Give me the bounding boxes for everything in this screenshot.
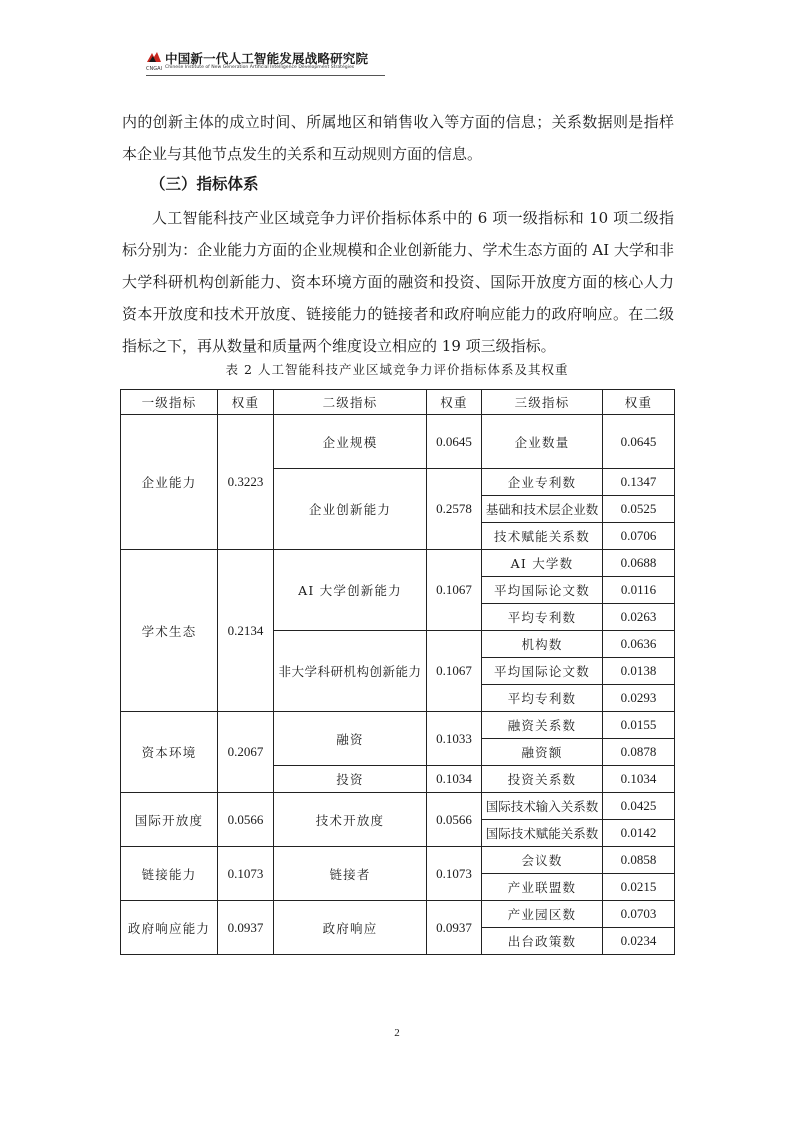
institute-subtitle: Chinese Institute of New Generation Artificial Intelligence Development Strategies [165, 65, 355, 70]
level1-cell: 政府响应能力 [121, 901, 218, 955]
paragraph-2: 人工智能科技产业区域竞争力评价指标体系中的 6 项一级指标和 10 项二级指标分别为：企业能力方面的企业规模和企业创新能力、学术生态方面的 AI 大学和非大学科研机构创新能力、资本环境方面的融资和投资、国际开放度方面的核心人力资本开放度和技术开放度、链接能力的链接者和政府响应能力的政府响应。在二级指标之下，再从数量和质量两个维度设立相应的 19 项三级指标。 [122, 209, 674, 355]
weight2-cell: 0.0937 [427, 901, 482, 955]
weight3-cell: 0.0636 [603, 631, 675, 658]
level2-cell: 非大学科研机构创新能力 [274, 631, 427, 712]
level2-cell: 投资 [274, 766, 427, 793]
page-header [146, 48, 386, 76]
weight2-cell: 0.2578 [427, 469, 482, 550]
table-row [121, 901, 675, 928]
header-level3: 三级指标 [482, 390, 603, 415]
weight1-cell: 0.0566 [218, 793, 274, 847]
level1-cell: 学术生态 [121, 550, 218, 712]
level3-cell: 投资关系数 [482, 766, 603, 793]
level2-cell: AI 大学创新能力 [274, 550, 427, 631]
level2-cell: 企业规模 [274, 415, 427, 469]
weight3-cell: 0.0878 [603, 739, 675, 766]
section-heading: （三）指标体系 [150, 175, 259, 193]
level1-cell: 国际开放度 [121, 793, 218, 847]
weight1-cell: 0.2134 [218, 550, 274, 712]
weight3-cell: 0.0858 [603, 847, 675, 874]
header-level1: 一级指标 [121, 390, 218, 415]
level2-cell: 政府响应 [274, 901, 427, 955]
table-row [121, 712, 675, 739]
weight3-cell: 0.1347 [603, 469, 675, 496]
weight3-cell: 0.0138 [603, 658, 675, 685]
level3-cell: 基础和技术层企业数 [482, 496, 603, 523]
weight3-cell: 0.0293 [603, 685, 675, 712]
paragraph-1: 内的创新主体的成立时间、所属地区和销售收入等方面的信息；关系数据则是指样本企业与其他节点发生的关系和互动规则方面的信息。 [122, 113, 674, 163]
header-weight1: 权重 [218, 390, 274, 415]
level2-cell: 链接者 [274, 847, 427, 901]
weight3-cell: 0.0706 [603, 523, 675, 550]
weight2-cell: 0.1067 [427, 631, 482, 712]
weight2-cell: 0.0645 [427, 415, 482, 469]
level3-cell: 平均专利数 [482, 685, 603, 712]
index-table [120, 389, 675, 955]
table-header-row [121, 390, 675, 415]
table-row [121, 847, 675, 874]
weight1-cell: 0.1073 [218, 847, 274, 901]
level3-cell: 企业数量 [482, 415, 603, 469]
level3-cell: 机构数 [482, 631, 603, 658]
weight3-cell: 0.0142 [603, 820, 675, 847]
weight3-cell: 0.0425 [603, 793, 675, 820]
level3-cell: 会议数 [482, 847, 603, 874]
weight3-cell: 0.0645 [603, 415, 675, 469]
weight2-cell: 0.1033 [427, 712, 482, 766]
table-row [121, 793, 675, 820]
level1-cell: 资本环境 [121, 712, 218, 793]
header-weight3: 权重 [603, 390, 675, 415]
weight3-cell: 0.0703 [603, 901, 675, 928]
level3-cell: 国际技术赋能关系数 [482, 820, 603, 847]
level3-cell: 平均国际论文数 [482, 658, 603, 685]
level3-cell: 企业专利数 [482, 469, 603, 496]
weight1-cell: 0.0937 [218, 901, 274, 955]
level1-cell: 链接能力 [121, 847, 218, 901]
level3-cell: 融资额 [482, 739, 603, 766]
header-level2: 二级指标 [274, 390, 427, 415]
level3-cell: 产业园区数 [482, 901, 603, 928]
level3-cell: 平均国际论文数 [482, 577, 603, 604]
level3-cell: 融资关系数 [482, 712, 603, 739]
weight3-cell: 0.0116 [603, 577, 675, 604]
level2-cell: 技术开放度 [274, 793, 427, 847]
table-row [121, 550, 675, 577]
level3-cell: 出台政策数 [482, 928, 603, 955]
weight3-cell: 0.0234 [603, 928, 675, 955]
level1-cell: 企业能力 [121, 415, 218, 550]
table-row [121, 415, 675, 469]
weight1-cell: 0.2067 [218, 712, 274, 793]
level2-cell: 融资 [274, 712, 427, 766]
weight3-cell: 0.1034 [603, 766, 675, 793]
header-divider [146, 75, 385, 76]
weight3-cell: 0.0525 [603, 496, 675, 523]
level3-cell: AI 大学数 [482, 550, 603, 577]
institute-name: 中国新一代人工智能发展战略研究院 [165, 51, 369, 66]
institute-logo-icon [146, 50, 162, 66]
level3-cell: 技术赋能关系数 [482, 523, 603, 550]
weight2-cell: 0.0566 [427, 793, 482, 847]
weight1-cell: 0.3223 [218, 415, 274, 550]
weight3-cell: 0.0155 [603, 712, 675, 739]
institute-abbr: CNGAI [146, 66, 163, 72]
level3-cell: 平均专利数 [482, 604, 603, 631]
table-caption: 表 2 人工智能科技产业区域竞争力评价指标体系及其权重 [225, 362, 569, 377]
weight2-cell: 0.1073 [427, 847, 482, 901]
level2-cell: 企业创新能力 [274, 469, 427, 550]
weight2-cell: 0.1034 [427, 766, 482, 793]
page-number: 2 [394, 1027, 400, 1039]
weight3-cell: 0.0688 [603, 550, 675, 577]
weight2-cell: 0.1067 [427, 550, 482, 631]
weight3-cell: 0.0215 [603, 874, 675, 901]
header-weight2: 权重 [427, 390, 482, 415]
level3-cell: 国际技术输入关系数 [482, 793, 603, 820]
weight3-cell: 0.0263 [603, 604, 675, 631]
level3-cell: 产业联盟数 [482, 874, 603, 901]
